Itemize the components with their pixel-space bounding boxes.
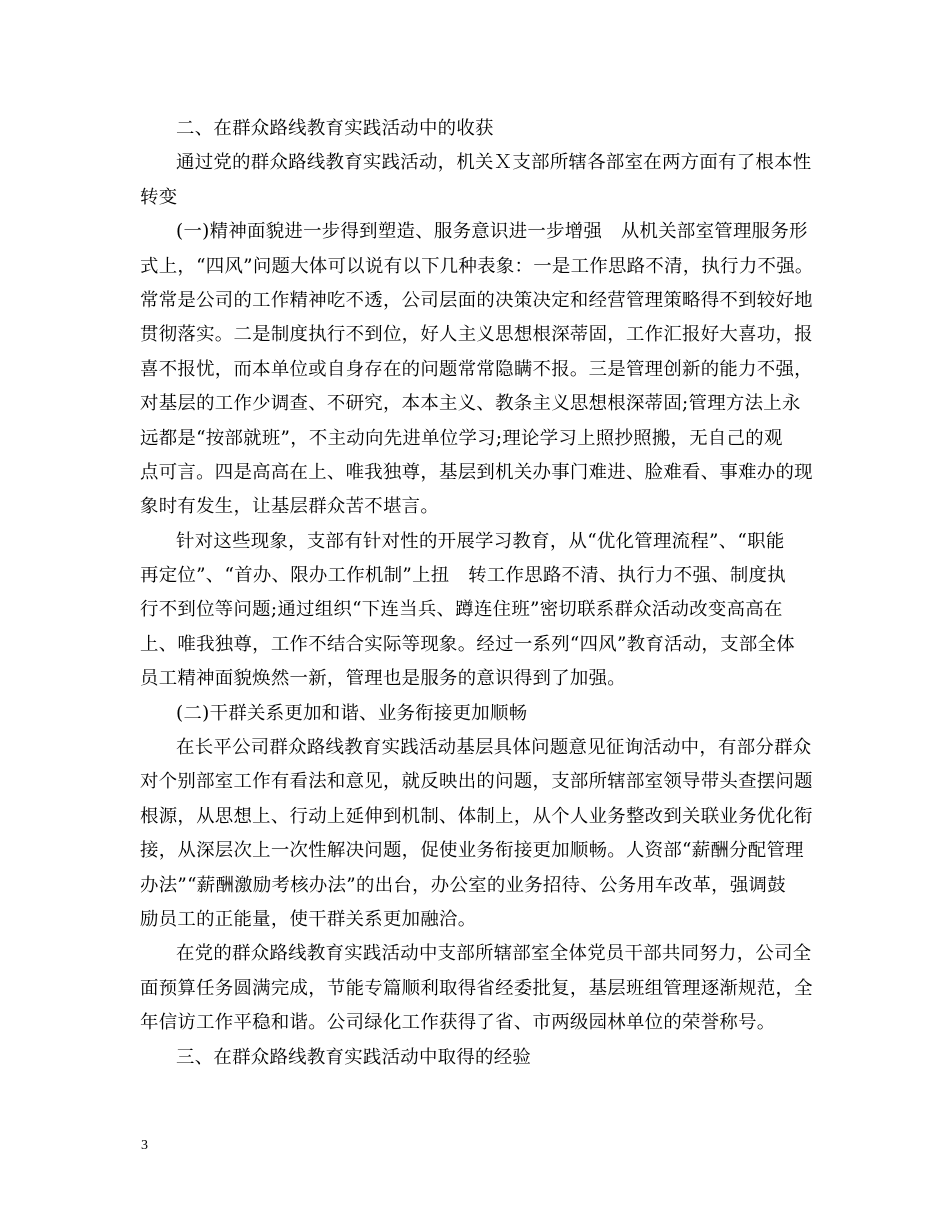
text-line: 励员工的正能量，使干群关系更加融洽。 <box>140 908 477 930</box>
text-line: (二)干群关系更加和谐、业务衔接更加顺畅 <box>176 702 528 724</box>
text-line: 常常是公司的工作精神吃不透，公司层面的决策决定和经营管理策略得不到较好地 <box>140 289 813 311</box>
text-line: 接，从深层次上一次性解决问题，促使业务衔接更加顺畅。人资部“薪酬分配管理 <box>140 840 804 862</box>
text-line: 点可言。四是高高在上、唯我独尊，基层到机关办事门难进、脸难看、事难办的现 <box>140 461 813 483</box>
text-line: 面预算任务圆满完成，节能专篇顺利取得省经委批复，基层班组管理逐渐规范，全 <box>140 977 813 999</box>
text-line: (一)精神面貌进一步得到塑造、服务意识进一步增强 从机关部室管理服务形 <box>176 221 808 243</box>
text-line: 员工精神面貌焕然一新，管理也是服务的意识得到了加强。 <box>140 668 626 690</box>
text-line: 针对这些现象，支部有针对性的开展学习教育，从“优化管理流程”、“职能 <box>176 530 785 552</box>
text-line: 二、在群众路线教育实践活动中的收获 <box>176 118 494 139</box>
text-line: 对个别部室工作有看法和意见，就反映出的问题，支部所辖部室领导带头查摆问题 <box>140 771 813 793</box>
text-line: 办法”“薪酬激励考核办法”的出台，办公室的业务招待、公务用车改革，强调鼓 <box>140 874 786 896</box>
text-line: 喜不报忧，而本单位或自身存在的问题常常隐瞒不报。三是管理创新的能力不强， <box>140 358 813 380</box>
text-line: 再定位”、“首办、限办工作机制”上扭 转工作思路不清、执行力不强、制度执 <box>140 565 786 587</box>
text-line: 年信访工作平稳和谐。公司绿化工作获得了省、市两级园林单位的荣誉称号。 <box>140 1012 776 1034</box>
text-line: 对基层的工作少调查、不研究，本本主义、教条主义思想根深蒂固;管理方法上永 <box>140 393 801 415</box>
text-line: 三、在群众路线教育实践活动中取得的经验 <box>176 1046 532 1068</box>
page-number: 3 <box>141 1138 148 1153</box>
text-line: 象时有发生，让基层群众苦不堪言。 <box>140 496 440 518</box>
text-line: 转变 <box>140 186 178 208</box>
text-line: 贯彻落实。二是制度执行不到位，好人主义思想根深蒂固，工作汇报好大喜功，报 <box>140 324 813 346</box>
text-line: 在长平公司群众路线教育实践活动基层具体问题意见征询活动中，有部分群众 <box>176 737 812 759</box>
document-body <box>140 112 830 1075</box>
text-line: 行不到位等问题;通过组织“下连当兵、蹲连住班”密切联系群众活动改变高高在 <box>140 599 783 621</box>
text-line: 通过党的群众路线教育实践活动，机关Ｘ支部所辖各部室在两方面有了根本性 <box>176 152 812 174</box>
text-line: 远都是“按部就班”，不主动向先进单位学习;理论学习上照抄照搬，无自己的观 <box>140 427 783 449</box>
text-line: 上、唯我独尊，工作不结合实际等现象。经过一系列“四风”教育活动，支部全体 <box>140 633 795 655</box>
text-line: 在党的群众路线教育实践活动中支部所辖部室全体党员干部共同努力，公司全 <box>176 943 812 965</box>
text-line: 式上，“四风”问题大体可以说有以下几种表象：一是工作思路不清，执行力不强。 <box>140 255 814 277</box>
text-line: 根源，从思想上、行动上延伸到机制、体制上，从个人业务整改到关联业务优化衔 <box>140 805 813 827</box>
